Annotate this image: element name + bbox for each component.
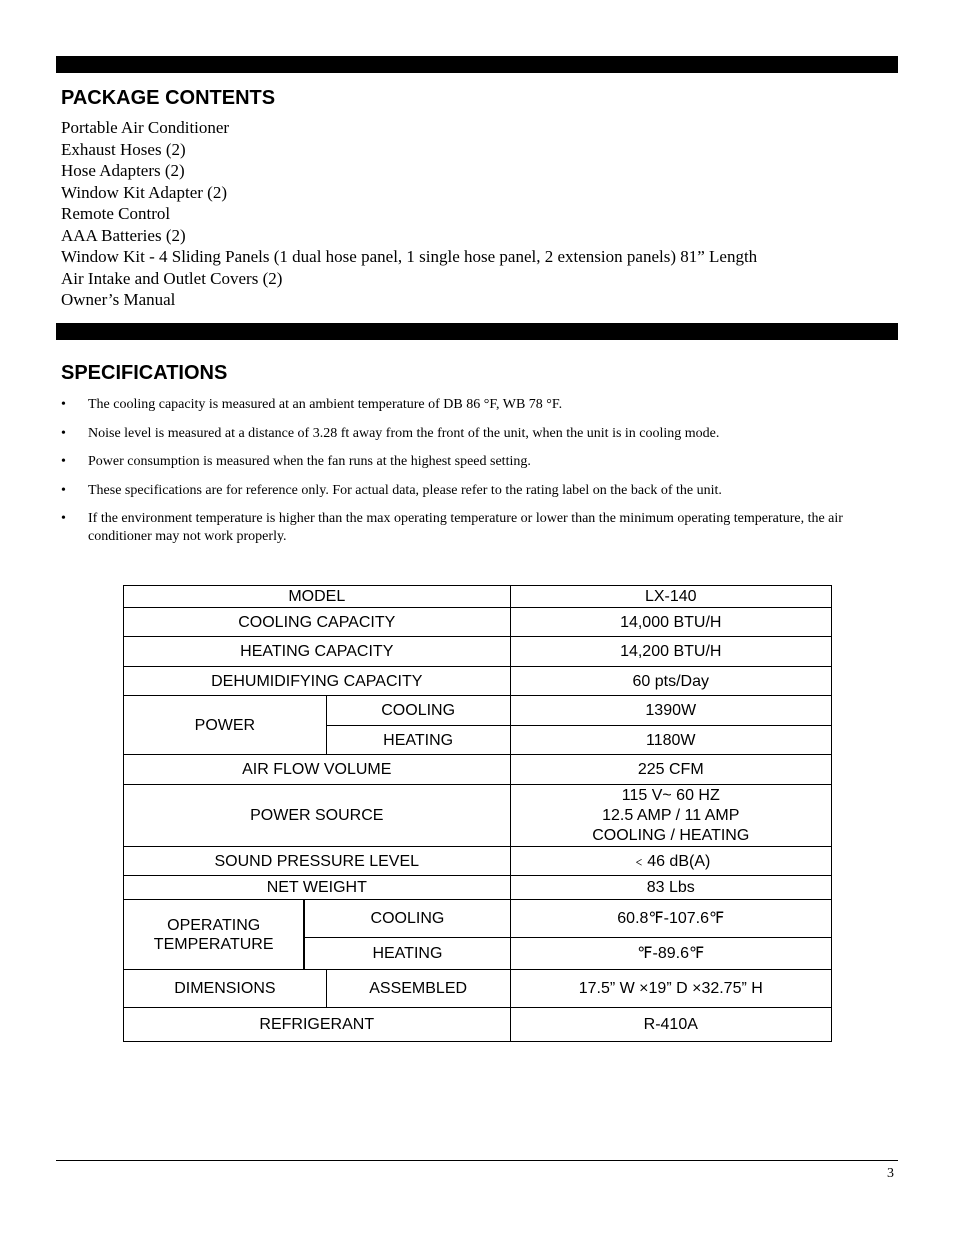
air-flow-label: AIR FLOW VOLUME (124, 755, 511, 785)
note-text: Power consumption is measured when the fan runs at the highest speed setting. (88, 454, 531, 469)
table-row (124, 847, 832, 876)
specifications-notes (61, 396, 897, 557)
table-row (124, 785, 832, 847)
op-cooling-label: COOLING (304, 900, 510, 938)
list-item: AAA Batteries (2) (61, 225, 186, 245)
list-item: Exhaust Hoses (2) (61, 139, 186, 159)
list-item (61, 482, 897, 500)
package-contents-list (61, 117, 757, 311)
list-item: Hose Adapters (2) (61, 161, 185, 180)
list-item: Window Kit - 4 Sliding Panels (1 dual hose panel, 1 single hose panel, 2 extension panels) 81” Length (61, 247, 758, 266)
air-flow-value: 225 CFM (510, 755, 831, 785)
assembled-value: 17.5” W ×19” D ×32.75” H (510, 970, 831, 1008)
list-item: Window Kit Adapter (2) (61, 182, 227, 202)
table-row (124, 608, 832, 637)
dehumidifying-capacity-label: DEHUMIDIFYING CAPACITY (124, 667, 511, 696)
refrigerant-value: R-410A (510, 1008, 831, 1042)
section-divider-middle (56, 323, 898, 340)
list-item (61, 510, 897, 546)
dimensions-label: DIMENSIONS (124, 970, 327, 1008)
note-text: The cooling capacity is measured at an ambient temperature of DB 86 °F, WB 78 °F. (88, 397, 563, 412)
sound-pressure-label: SOUND PRESSURE LEVEL (124, 847, 511, 876)
table-row (124, 970, 832, 1008)
bullet-icon: • (61, 511, 66, 526)
note-text: These specifications are for reference only. For actual data, please refer to the rating label on the back of the unit. (88, 482, 722, 498)
list-item: Air Intake and Outlet Covers (2) (61, 268, 283, 288)
page-number: 3 (887, 1166, 894, 1181)
model-label: MODEL (124, 586, 511, 608)
model-value: LX-140 (510, 586, 831, 608)
table-row (124, 586, 832, 608)
bullet-icon: • (61, 397, 66, 412)
power-source-value (510, 785, 831, 847)
section-divider-top (56, 56, 898, 73)
list-item (61, 453, 897, 471)
power-heating-label: HEATING (326, 726, 510, 755)
specifications-heading: SPECIFICATIONS (61, 362, 228, 384)
table-row (124, 876, 832, 900)
refrigerant-label: REFRIGERANT (124, 1008, 511, 1042)
bullet-icon: • (61, 454, 66, 469)
table-row (124, 696, 832, 726)
list-item (61, 425, 897, 443)
bullet-icon: • (61, 425, 66, 441)
list-item: Portable Air Conditioner (61, 118, 230, 137)
specifications-table (123, 585, 832, 1042)
op-cooling-value: 60.8℉-107.6℉ (510, 900, 831, 938)
list-item: Owner’s Manual (61, 290, 176, 309)
power-cooling-label: COOLING (326, 696, 510, 726)
heating-capacity-label: HEATING CAPACITY (124, 637, 511, 667)
net-weight-label: NET WEIGHT (124, 876, 511, 900)
note-text: If the environment temperature is higher than the max operating temperature or lower than the minimum operating temperature, the air conditioner may not work properly. (88, 511, 843, 544)
list-item (61, 396, 897, 414)
note-text: Noise level is measured at a distance of 3.28 ft away from the front of the unit, when the unit is in cooling mode. (88, 425, 720, 441)
power-source-label: POWER SOURCE (124, 785, 511, 847)
cooling-capacity-value: 14,000 BTU/H (510, 608, 831, 637)
op-heating-label: HEATING (304, 938, 510, 970)
operating-temperature-label-line1: OPERATING (167, 916, 261, 934)
operating-temperature-label (124, 900, 305, 970)
power-cooling-value: 1390W (510, 696, 831, 726)
sound-pressure-value: ﹤46 dB(A) (510, 847, 831, 876)
table-row (124, 900, 832, 938)
dehumidifying-capacity-value: 60 pts/Day (510, 667, 831, 696)
table-row (124, 637, 832, 667)
power-source-mode: COOLING / HEATING (592, 826, 750, 844)
power-heating-value: 1180W (510, 726, 831, 755)
cooling-capacity-label: COOLING CAPACITY (124, 608, 511, 637)
assembled-label: ASSEMBLED (326, 970, 510, 1008)
package-contents-heading: PACKAGE CONTENTS (61, 87, 276, 109)
table-row (124, 1008, 832, 1042)
footer-divider (56, 1160, 898, 1161)
power-label: POWER (124, 696, 327, 755)
op-heating-value: ℉-89.6℉ (510, 938, 831, 970)
power-source-voltage: 115 V~ 60 HZ (621, 786, 720, 804)
power-source-amperage: 12.5 AMP / 11 AMP (602, 806, 740, 824)
net-weight-value: 83 Lbs (510, 876, 831, 900)
heating-capacity-value: 14,200 BTU/H (510, 637, 831, 667)
bullet-icon: • (61, 482, 66, 498)
table-row (124, 667, 832, 696)
table-row (124, 755, 832, 785)
operating-temperature-label-line2: TEMPERATURE (153, 935, 274, 953)
list-item: Remote Control (61, 204, 171, 223)
